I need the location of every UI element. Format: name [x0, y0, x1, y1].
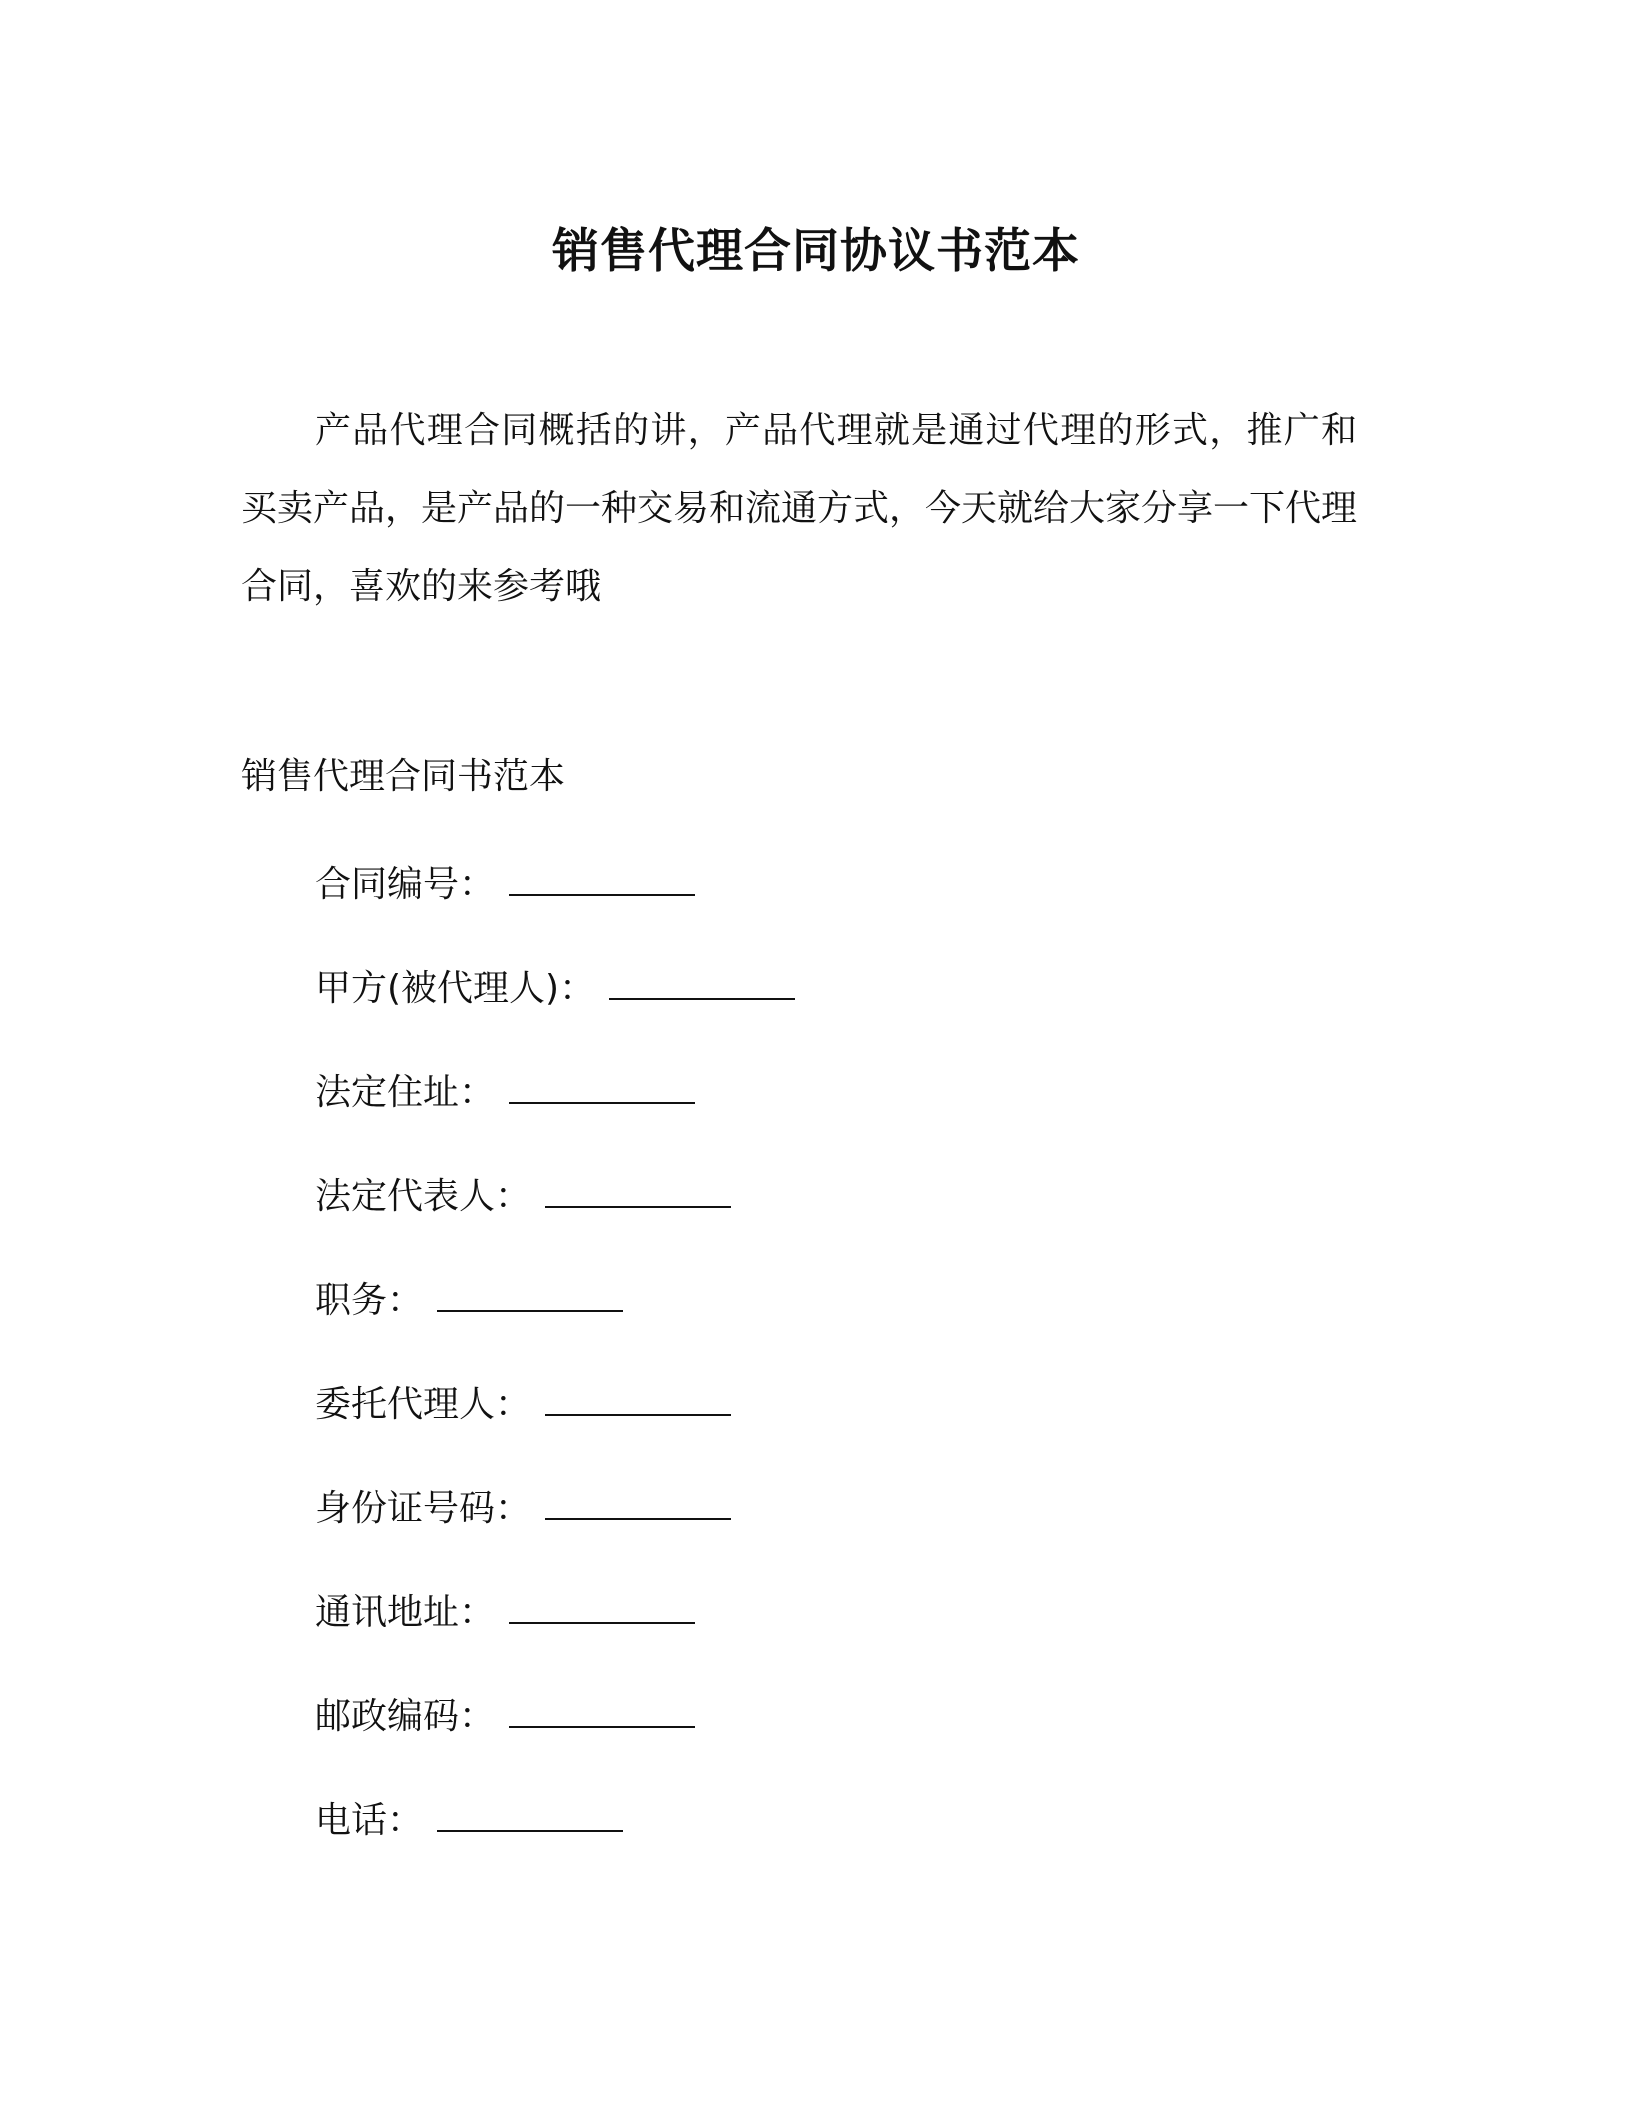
field-authorized-agent	[315, 1378, 795, 1428]
section-heading: 销售代理合同书范本	[241, 756, 566, 797]
field-legal-address	[315, 1066, 795, 1116]
fill-in-blank[interactable]	[509, 1586, 695, 1624]
fill-in-blank[interactable]	[437, 1274, 623, 1312]
field-label: 邮政编码：	[315, 1696, 496, 1737]
field-postal-code	[315, 1690, 795, 1740]
field-label: 合同编号：	[315, 864, 496, 905]
field-label: 身份证号码：	[315, 1488, 532, 1529]
field-legal-representative	[315, 1170, 795, 1220]
contract-field-list	[315, 858, 795, 1898]
field-position	[315, 1274, 795, 1324]
field-party-a	[315, 962, 795, 1012]
document-title: 销售代理合同协议书范本	[552, 224, 1080, 279]
field-id-number	[315, 1482, 795, 1532]
field-label: 甲方(被代理人)：	[315, 968, 596, 1009]
field-phone	[315, 1794, 795, 1844]
field-label: 职务：	[315, 1280, 424, 1321]
field-mailing-address	[315, 1586, 795, 1636]
field-label: 电话：	[315, 1800, 424, 1841]
fill-in-blank[interactable]	[509, 1066, 695, 1104]
fill-in-blank[interactable]	[545, 1482, 731, 1520]
intro-paragraph: 产品代理合同概括的讲，产品代理就是通过代理的形式，推广和买卖产品，是产品的一种交易和流通方式，今天就给大家分享一下代理合同，喜欢的来参考哦	[241, 410, 1358, 607]
field-label: 通讯地址：	[315, 1592, 496, 1633]
fill-in-blank[interactable]	[609, 962, 795, 1000]
fill-in-blank[interactable]	[509, 858, 695, 896]
fill-in-blank[interactable]	[545, 1170, 731, 1208]
fill-in-blank[interactable]	[545, 1378, 731, 1416]
fill-in-blank[interactable]	[437, 1794, 623, 1832]
field-label: 委托代理人：	[315, 1384, 532, 1425]
field-contract-number	[315, 858, 795, 908]
field-label: 法定住址：	[315, 1072, 496, 1113]
field-label: 法定代表人：	[315, 1176, 532, 1217]
fill-in-blank[interactable]	[509, 1690, 695, 1728]
